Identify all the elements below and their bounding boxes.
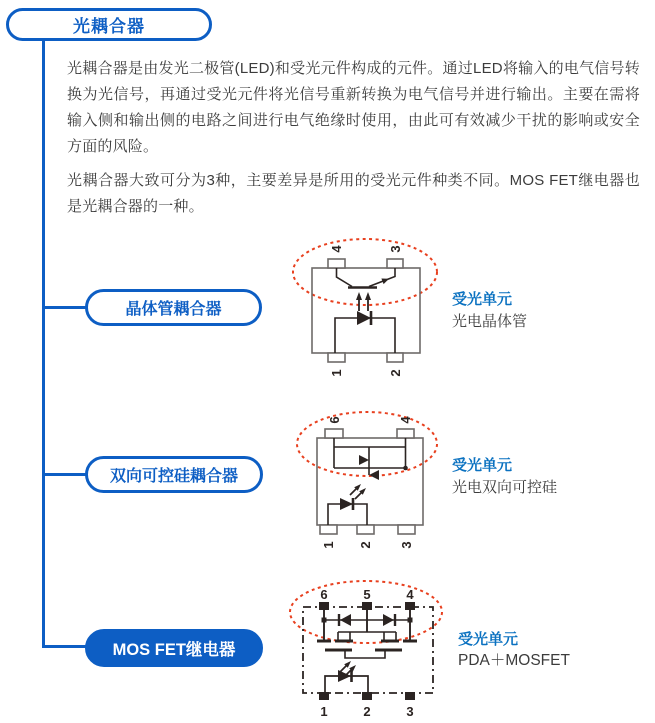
receiver-unit-title: 受光单元 — [458, 631, 519, 648]
branch-transistor-coupler-label: 晶体管耦合器 — [125, 301, 222, 318]
led-symbol — [335, 311, 395, 353]
branch-triac-coupler-label: 双向可控硅耦合器 — [109, 468, 238, 485]
page-title-badge — [6, 8, 212, 41]
pin-label: 1 — [328, 369, 344, 377]
mosfet-relay-diagram — [285, 580, 460, 723]
triac-coupler-schematic — [290, 410, 460, 560]
receiver-unit-type: 光电晶体管 — [452, 313, 528, 330]
pin-label: 6 — [326, 416, 342, 424]
pin-label: 3 — [387, 245, 403, 253]
intro-paragraph-1: 光耦合器是由发光二极管(LED)和受光元件构成的元件。通过LED将输入的电气信号转换为光信号，再通过受光元件将光信号重新转换为电气信号并进行输出。主要在需将输入侧和输出侧的电路之间进行电气绝缘时使用，由此可有效减少干扰的影响或安全方面的风险。 — [67, 60, 640, 155]
pin-label: 6 — [320, 586, 328, 602]
red-dashed-ellipse — [297, 412, 437, 476]
tree-vertical-line — [42, 40, 45, 648]
tree-branch-line-3 — [42, 645, 86, 648]
tree-branch-line-1 — [42, 306, 86, 309]
receiver-unit-title: 受光单元 — [452, 291, 513, 308]
pin-label: 2 — [363, 703, 371, 719]
pin-label: 1 — [320, 703, 328, 719]
red-dashed-ellipse — [293, 239, 437, 305]
package-outline — [312, 259, 420, 362]
phototransistor-symbol — [337, 268, 396, 288]
pda-mosfet-symbol — [317, 610, 417, 658]
pin-label: 4 — [397, 416, 413, 424]
pin-label: 4 — [328, 245, 344, 253]
triac-coupler-diagram — [290, 410, 460, 560]
pin-label: 5 — [363, 586, 371, 602]
pin-label: 3 — [398, 541, 414, 549]
transistor-coupler-schematic — [285, 238, 455, 386]
receiver-unit-type: PDA＋MOSFET — [458, 652, 570, 669]
pin-label: 4 — [406, 586, 414, 602]
branch-transistor-coupler-button[interactable] — [85, 289, 262, 326]
intro-paragraph-2: 光耦合器大致可分为3种，主要差异是所用的受光元件种类不同。MOS FET继电器也是光耦合器的一种。 — [67, 172, 640, 215]
branch-mosfet-relay-label: MOS FET继电器 — [112, 641, 236, 659]
pin-label: 2 — [387, 369, 403, 377]
receiver-unit-title: 受光单元 — [452, 457, 513, 474]
branch-mosfet-relay-button[interactable] — [85, 629, 263, 667]
package-outline — [317, 429, 423, 534]
tree-branch-line-2 — [42, 473, 86, 476]
branch-triac-coupler-button[interactable] — [85, 456, 263, 493]
light-arrows-icon — [350, 484, 366, 499]
transistor-coupler-diagram — [285, 238, 455, 386]
pin-label: 2 — [357, 541, 373, 549]
led-symbol — [328, 498, 367, 525]
receiver-unit-type: 光电双向可控硅 — [452, 479, 558, 496]
page-title: 光耦合器 — [73, 17, 145, 36]
pin-label: 1 — [320, 541, 336, 549]
light-arrows-icon — [356, 292, 371, 311]
pin-label: 3 — [406, 703, 414, 719]
